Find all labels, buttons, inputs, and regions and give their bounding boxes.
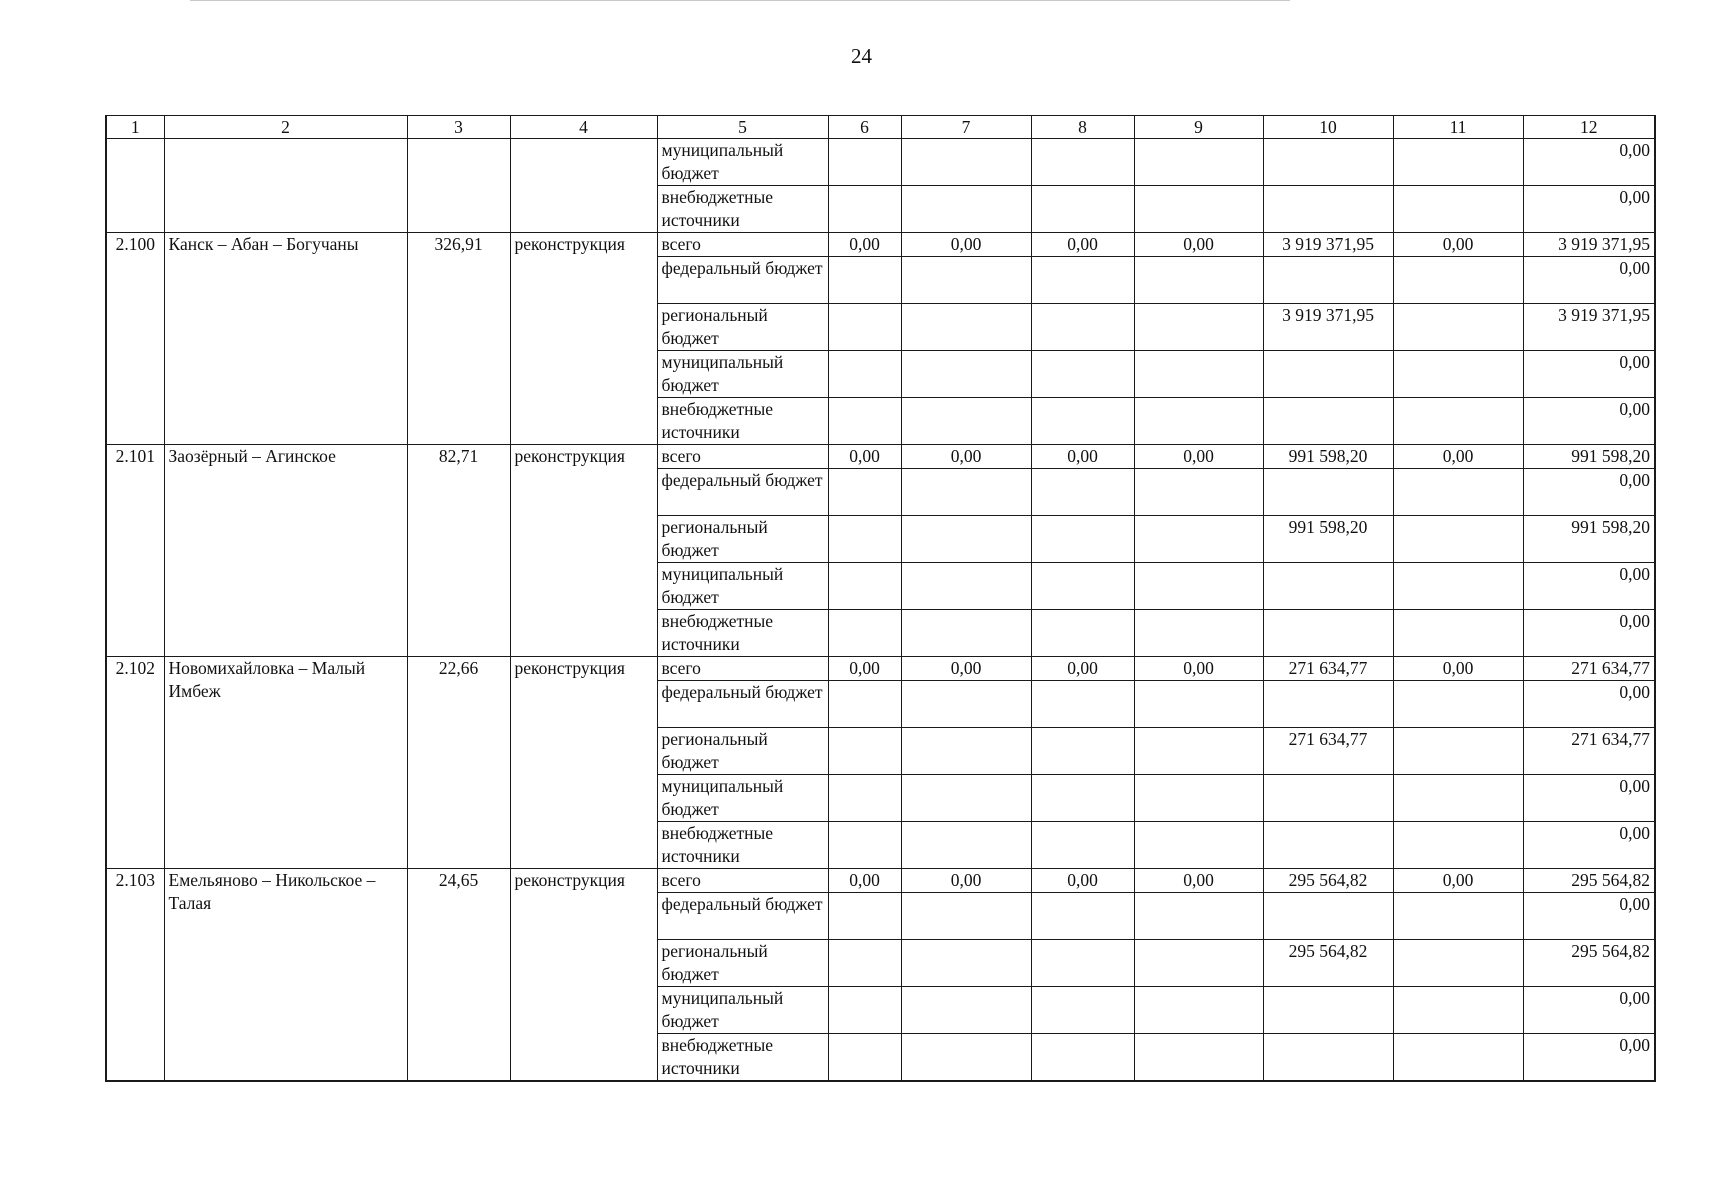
- value-cell-col-6: [828, 469, 901, 516]
- value-cell-col-11: [1393, 469, 1523, 516]
- value-cell-col-7: [901, 563, 1031, 610]
- value-cell-col-7: [901, 940, 1031, 987]
- funding-source: всего: [657, 657, 828, 681]
- column-number-2: 2: [164, 116, 407, 139]
- value-cell-col-10: 295 564,82: [1263, 869, 1393, 893]
- funding-source: муниципальный бюджет: [657, 139, 828, 186]
- value-cell-col-11: [1393, 351, 1523, 398]
- funding-source: федеральный бюджет: [657, 893, 828, 940]
- value-cell-col-7: [901, 139, 1031, 186]
- value-cell-col-9: [1134, 516, 1263, 563]
- value-cell-col-8: [1031, 469, 1134, 516]
- column-number-5: 5: [657, 116, 828, 139]
- value-cell-col-11: [1393, 563, 1523, 610]
- work-type: реконструкция: [510, 657, 657, 869]
- value-cell-col-7: [901, 351, 1031, 398]
- value-cell-col-9: [1134, 728, 1263, 775]
- funding-table: [105, 115, 1656, 1082]
- funding-source: внебюджетные источники: [657, 1034, 828, 1082]
- value-cell-col-11: [1393, 516, 1523, 563]
- road-length: 326,91: [407, 233, 510, 445]
- value-cell-col-7: [901, 822, 1031, 869]
- value-cell-col-12: 295 564,82: [1523, 869, 1655, 893]
- value-cell-col-6: [828, 257, 901, 304]
- continuation-length-cell: [407, 139, 510, 233]
- value-cell-col-10: [1263, 563, 1393, 610]
- funding-source: муниципальный бюджет: [657, 563, 828, 610]
- funding-source: региональный бюджет: [657, 940, 828, 987]
- funding-source: внебюджетные источники: [657, 610, 828, 657]
- item-number: 2.103: [106, 869, 164, 1082]
- column-number-8: 8: [1031, 116, 1134, 139]
- table-body: [106, 116, 1655, 1082]
- value-cell-col-8: [1031, 186, 1134, 233]
- value-cell-col-8: [1031, 1034, 1134, 1082]
- road-length: 82,71: [407, 445, 510, 657]
- value-cell-col-7: 0,00: [901, 657, 1031, 681]
- value-cell-col-12: 0,00: [1523, 563, 1655, 610]
- value-cell-col-9: [1134, 681, 1263, 728]
- value-cell-col-11: [1393, 775, 1523, 822]
- value-cell-col-8: [1031, 563, 1134, 610]
- road-name: Заозёрный – Агинское: [164, 445, 407, 657]
- road-name: Канск – Абан – Богучаны: [164, 233, 407, 445]
- value-cell-col-11: 0,00: [1393, 233, 1523, 257]
- value-cell-col-6: [828, 398, 901, 445]
- value-cell-col-10: [1263, 351, 1393, 398]
- value-cell-col-10: 991 598,20: [1263, 516, 1393, 563]
- value-cell-col-9: [1134, 987, 1263, 1034]
- value-cell-col-6: [828, 728, 901, 775]
- value-cell-col-6: [828, 186, 901, 233]
- value-cell-col-10: 271 634,77: [1263, 657, 1393, 681]
- funding-source: муниципальный бюджет: [657, 775, 828, 822]
- value-cell-col-12: 0,00: [1523, 822, 1655, 869]
- value-cell-col-6: 0,00: [828, 657, 901, 681]
- funding-source: муниципальный бюджет: [657, 351, 828, 398]
- column-number-11: 11: [1393, 116, 1523, 139]
- group-total-row: [106, 869, 1655, 893]
- road-length: 24,65: [407, 869, 510, 1082]
- value-cell-col-8: 0,00: [1031, 657, 1134, 681]
- funding-source: региональный бюджет: [657, 728, 828, 775]
- funding-source: федеральный бюджет: [657, 681, 828, 728]
- value-cell-col-11: [1393, 304, 1523, 351]
- value-cell-col-9: 0,00: [1134, 445, 1263, 469]
- value-cell-col-9: 0,00: [1134, 233, 1263, 257]
- value-cell-col-12: 0,00: [1523, 1034, 1655, 1082]
- road-length: 22,66: [407, 657, 510, 869]
- funding-source: муниципальный бюджет: [657, 987, 828, 1034]
- value-cell-col-8: [1031, 728, 1134, 775]
- value-cell-col-12: 0,00: [1523, 186, 1655, 233]
- value-cell-col-11: [1393, 728, 1523, 775]
- value-cell-col-7: [901, 610, 1031, 657]
- value-cell-col-8: [1031, 257, 1134, 304]
- value-cell-col-10: [1263, 893, 1393, 940]
- value-cell-col-6: 0,00: [828, 233, 901, 257]
- value-cell-col-9: [1134, 940, 1263, 987]
- column-number-9: 9: [1134, 116, 1263, 139]
- value-cell-col-12: 0,00: [1523, 469, 1655, 516]
- value-cell-col-12: 0,00: [1523, 987, 1655, 1034]
- value-cell-col-7: [901, 1034, 1031, 1082]
- value-cell-col-10: [1263, 139, 1393, 186]
- value-cell-col-11: [1393, 940, 1523, 987]
- value-cell-col-9: [1134, 822, 1263, 869]
- group-total-row: [106, 657, 1655, 681]
- value-cell-col-12: 0,00: [1523, 257, 1655, 304]
- item-number: 2.101: [106, 445, 164, 657]
- value-cell-col-9: [1134, 351, 1263, 398]
- value-cell-col-12: 3 919 371,95: [1523, 304, 1655, 351]
- top-rule: [190, 0, 1290, 1]
- value-cell-col-7: [901, 893, 1031, 940]
- value-cell-col-12: 271 634,77: [1523, 728, 1655, 775]
- value-cell-col-10: 271 634,77: [1263, 728, 1393, 775]
- value-cell-col-10: [1263, 987, 1393, 1034]
- continuation-name-cell: [164, 139, 407, 233]
- value-cell-col-12: 271 634,77: [1523, 657, 1655, 681]
- value-cell-col-9: 0,00: [1134, 657, 1263, 681]
- value-cell-col-8: 0,00: [1031, 233, 1134, 257]
- value-cell-col-6: [828, 940, 901, 987]
- value-cell-col-7: [901, 681, 1031, 728]
- value-cell-col-8: [1031, 139, 1134, 186]
- value-cell-col-11: [1393, 186, 1523, 233]
- value-cell-col-7: 0,00: [901, 233, 1031, 257]
- value-cell-col-8: [1031, 398, 1134, 445]
- value-cell-col-11: [1393, 398, 1523, 445]
- value-cell-col-12: 0,00: [1523, 351, 1655, 398]
- value-cell-col-12: 991 598,20: [1523, 516, 1655, 563]
- funding-source: внебюджетные источники: [657, 822, 828, 869]
- value-cell-col-6: [828, 1034, 901, 1082]
- value-cell-col-6: [828, 139, 901, 186]
- value-cell-col-9: [1134, 610, 1263, 657]
- value-cell-col-9: [1134, 893, 1263, 940]
- funding-source: всего: [657, 233, 828, 257]
- value-cell-col-11: [1393, 1034, 1523, 1082]
- value-cell-col-11: 0,00: [1393, 869, 1523, 893]
- value-cell-col-10: [1263, 822, 1393, 869]
- value-cell-col-8: 0,00: [1031, 445, 1134, 469]
- value-cell-col-11: [1393, 681, 1523, 728]
- column-number-4: 4: [510, 116, 657, 139]
- value-cell-col-7: [901, 186, 1031, 233]
- value-cell-col-8: [1031, 304, 1134, 351]
- funding-source: региональный бюджет: [657, 516, 828, 563]
- value-cell-col-10: [1263, 257, 1393, 304]
- value-cell-col-9: 0,00: [1134, 869, 1263, 893]
- value-cell-col-9: [1134, 304, 1263, 351]
- value-cell-col-8: [1031, 822, 1134, 869]
- funding-source: всего: [657, 445, 828, 469]
- item-number: 2.100: [106, 233, 164, 445]
- value-cell-col-8: [1031, 610, 1134, 657]
- value-cell-col-9: [1134, 257, 1263, 304]
- column-number-12: 12: [1523, 116, 1655, 139]
- value-cell-col-8: [1031, 681, 1134, 728]
- value-cell-col-11: [1393, 987, 1523, 1034]
- continuation-work-cell: [510, 139, 657, 233]
- value-cell-col-11: 0,00: [1393, 657, 1523, 681]
- value-cell-col-12: 295 564,82: [1523, 940, 1655, 987]
- value-cell-col-6: [828, 610, 901, 657]
- column-number-6: 6: [828, 116, 901, 139]
- value-cell-col-10: 991 598,20: [1263, 445, 1393, 469]
- funding-source: региональный бюджет: [657, 304, 828, 351]
- funding-source: внебюджетные источники: [657, 186, 828, 233]
- value-cell-col-8: [1031, 351, 1134, 398]
- value-cell-col-7: [901, 398, 1031, 445]
- value-cell-col-6: [828, 893, 901, 940]
- value-cell-col-10: [1263, 398, 1393, 445]
- value-cell-col-6: [828, 987, 901, 1034]
- value-cell-col-12: 0,00: [1523, 681, 1655, 728]
- value-cell-col-11: [1393, 139, 1523, 186]
- funding-source: всего: [657, 869, 828, 893]
- value-cell-col-7: [901, 469, 1031, 516]
- value-cell-col-11: [1393, 610, 1523, 657]
- value-cell-col-6: [828, 304, 901, 351]
- value-cell-col-11: [1393, 822, 1523, 869]
- value-cell-col-9: [1134, 563, 1263, 610]
- value-cell-col-8: [1031, 893, 1134, 940]
- value-cell-col-11: 0,00: [1393, 445, 1523, 469]
- road-name: Новомихайловка – Малый Имбеж: [164, 657, 407, 869]
- table-row: [106, 139, 1655, 186]
- value-cell-col-6: [828, 775, 901, 822]
- value-cell-col-10: [1263, 1034, 1393, 1082]
- column-number-3: 3: [407, 116, 510, 139]
- value-cell-col-7: [901, 257, 1031, 304]
- value-cell-col-10: [1263, 186, 1393, 233]
- value-cell-col-9: [1134, 775, 1263, 822]
- value-cell-col-7: 0,00: [901, 445, 1031, 469]
- value-cell-col-7: [901, 987, 1031, 1034]
- value-cell-col-7: [901, 516, 1031, 563]
- value-cell-col-6: [828, 516, 901, 563]
- funding-source: внебюджетные источники: [657, 398, 828, 445]
- value-cell-col-9: [1134, 398, 1263, 445]
- value-cell-col-10: 3 919 371,95: [1263, 304, 1393, 351]
- funding-source: федеральный бюджет: [657, 257, 828, 304]
- value-cell-col-7: [901, 728, 1031, 775]
- value-cell-col-12: 0,00: [1523, 139, 1655, 186]
- road-name: Емельяново – Никольское – Талая: [164, 869, 407, 1082]
- value-cell-col-9: [1134, 469, 1263, 516]
- value-cell-col-8: [1031, 940, 1134, 987]
- value-cell-col-10: [1263, 469, 1393, 516]
- value-cell-col-6: [828, 681, 901, 728]
- column-number-1: 1: [106, 116, 164, 139]
- work-type: реконструкция: [510, 869, 657, 1082]
- value-cell-col-7: [901, 775, 1031, 822]
- value-cell-col-8: 0,00: [1031, 869, 1134, 893]
- funding-source: федеральный бюджет: [657, 469, 828, 516]
- group-total-row: [106, 445, 1655, 469]
- value-cell-col-7: 0,00: [901, 869, 1031, 893]
- value-cell-col-8: [1031, 987, 1134, 1034]
- value-cell-col-6: [828, 822, 901, 869]
- work-type: реконструкция: [510, 445, 657, 657]
- value-cell-col-12: 991 598,20: [1523, 445, 1655, 469]
- value-cell-col-8: [1031, 516, 1134, 563]
- value-cell-col-10: [1263, 610, 1393, 657]
- value-cell-col-8: [1031, 775, 1134, 822]
- value-cell-col-9: [1134, 186, 1263, 233]
- group-total-row: [106, 233, 1655, 257]
- header-row: [106, 116, 1655, 139]
- value-cell-col-6: 0,00: [828, 869, 901, 893]
- value-cell-col-6: 0,00: [828, 445, 901, 469]
- value-cell-col-6: [828, 563, 901, 610]
- value-cell-col-12: 3 919 371,95: [1523, 233, 1655, 257]
- value-cell-col-12: 0,00: [1523, 610, 1655, 657]
- continuation-number-cell: [106, 139, 164, 233]
- column-number-7: 7: [901, 116, 1031, 139]
- value-cell-col-6: [828, 351, 901, 398]
- column-number-10: 10: [1263, 116, 1393, 139]
- page-number: 24: [851, 44, 872, 68]
- value-cell-col-11: [1393, 893, 1523, 940]
- value-cell-col-12: 0,00: [1523, 398, 1655, 445]
- value-cell-col-9: [1134, 139, 1263, 186]
- value-cell-col-10: 3 919 371,95: [1263, 233, 1393, 257]
- value-cell-col-11: [1393, 257, 1523, 304]
- value-cell-col-7: [901, 304, 1031, 351]
- work-type: реконструкция: [510, 233, 657, 445]
- value-cell-col-10: [1263, 775, 1393, 822]
- item-number: 2.102: [106, 657, 164, 869]
- value-cell-col-9: [1134, 1034, 1263, 1082]
- value-cell-col-10: [1263, 681, 1393, 728]
- value-cell-col-10: 295 564,82: [1263, 940, 1393, 987]
- value-cell-col-12: 0,00: [1523, 775, 1655, 822]
- value-cell-col-12: 0,00: [1523, 893, 1655, 940]
